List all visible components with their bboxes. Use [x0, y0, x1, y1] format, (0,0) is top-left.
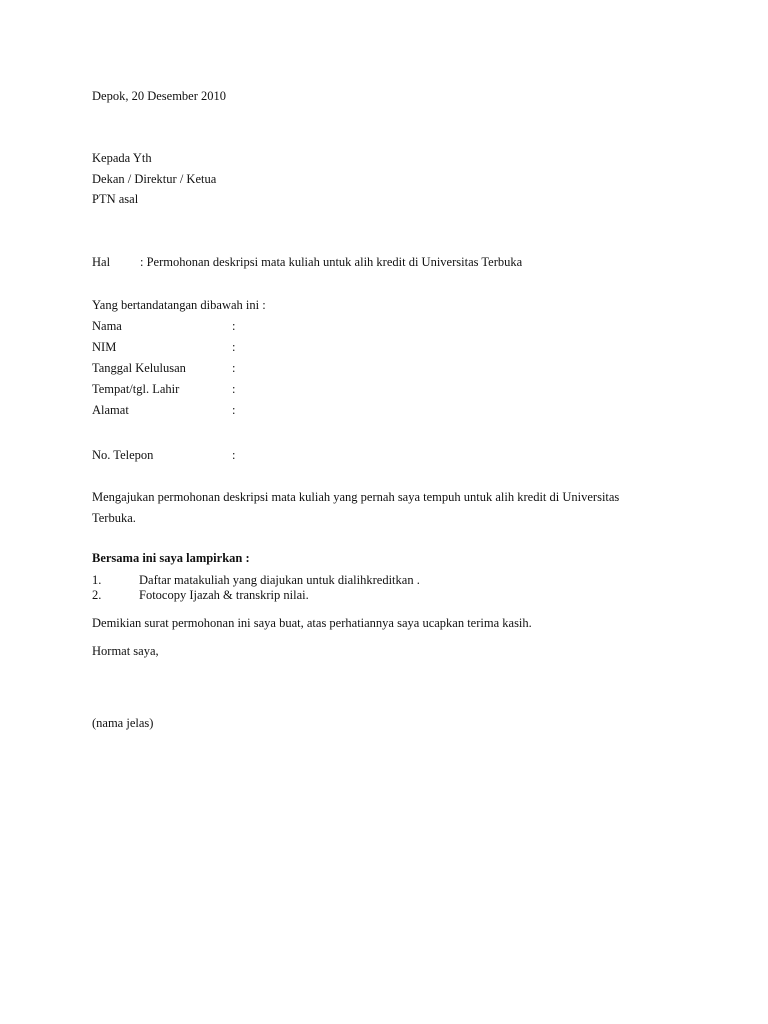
subject-text: : Permohonan deskripsi mata kuliah untuk alih kredit di Universitas Terbuka: [140, 255, 523, 269]
recipient-line: PTN asal: [92, 192, 139, 206]
signature-name: (nama jelas): [92, 716, 154, 730]
attachments-heading: Bersama ini saya lampirkan :: [92, 551, 250, 565]
recipient-line: Kepada Yth: [92, 151, 152, 165]
field-separator: :: [232, 319, 236, 333]
field-separator: :: [232, 340, 236, 354]
field-label-tanggal-kelulusan: Tanggal Kelulusan: [92, 361, 186, 375]
subject-label: Hal: [92, 255, 111, 269]
field-separator: :: [232, 361, 236, 375]
field-separator: :: [232, 403, 236, 417]
field-separator: :: [232, 448, 236, 462]
closing-text: Demikian surat permohonan ini saya buat, atas perhatiannya saya ucapkan terima kasih.: [92, 616, 532, 630]
date-line: Depok, 20 Desember 2010: [92, 89, 226, 103]
field-label-no-telepon: No. Telepon: [92, 448, 154, 462]
field-label-nama: Nama: [92, 319, 122, 333]
intro-text: Yang bertandatangan dibawah ini :: [92, 298, 266, 312]
attachment-number: 2.: [92, 588, 102, 602]
attachment-item: Fotocopy Ijazah & transkrip nilai.: [139, 588, 309, 602]
field-separator: :: [232, 382, 236, 396]
field-label-nim: NIM: [92, 340, 117, 354]
field-label-alamat: Alamat: [92, 403, 129, 417]
body-text: Mengajukan permohonan deskripsi mata kuliah yang pernah saya tempuh untuk alih kredit di Universitas: [92, 490, 620, 504]
attachment-item: Daftar matakuliah yang diajukan untuk dialihkreditkan .: [139, 573, 420, 587]
salutation: Hormat saya,: [92, 644, 159, 658]
body-text: Terbuka.: [92, 511, 136, 525]
attachment-number: 1.: [92, 573, 102, 587]
field-label-tempat-tgl-lahir: Tempat/tgl. Lahir: [92, 382, 180, 396]
recipient-line: Dekan / Direktur / Ketua: [92, 172, 217, 186]
